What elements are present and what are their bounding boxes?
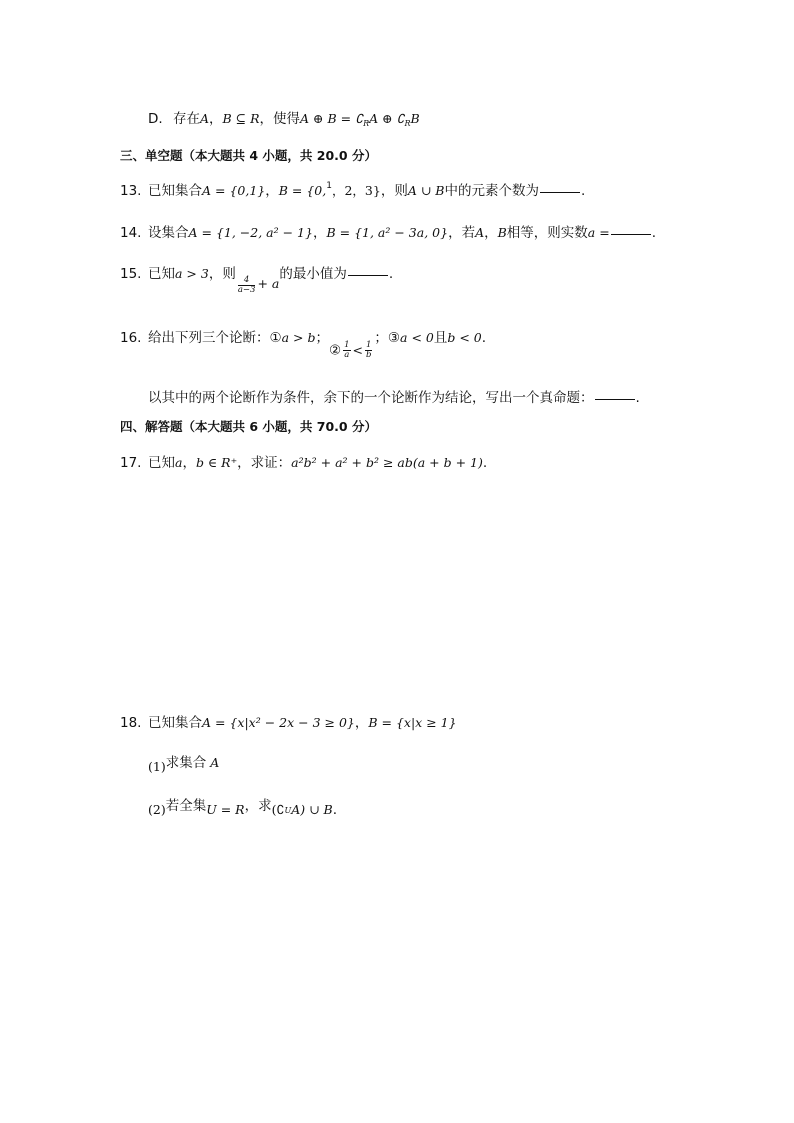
question-18-part-2: (2)若全集U = R，求$(∁_UA)$ ∪ B. xyxy=(148,798,337,818)
answer-blank xyxy=(348,274,388,276)
option-d: D. 存在A，B ⊆ R，使得A ⊕ $B = ∁_RA$ ⊕ $∁_RB$ xyxy=(148,111,420,128)
question-18: 18. 已知集合A = {x|x² − 2x − 3 ≥ 0}，B = {x|x ≥ 1} xyxy=(120,715,457,731)
question-18-part-1: (1)求集合 A xyxy=(148,755,220,774)
option-label: D. xyxy=(148,111,163,127)
question-17: 17. 已知a，b ∈ R⁺，求证：a²b² + a² + b² ≥ ab(a + b + 1). xyxy=(120,455,488,471)
question-15: 15. 已知a > 3，则 $\frac{4}{a-3}$ + a的最小值为 . xyxy=(120,266,394,295)
fraction: $\frac{1}{a}$ xyxy=(344,339,350,360)
question-number: 14. xyxy=(120,225,142,241)
question-number: 16. xyxy=(120,330,142,346)
section-heading-4: 四、解答题（本大题共 6 小题，共 70.0 分） xyxy=(120,419,377,434)
answer-blank xyxy=(540,191,580,193)
question-14: 14. 设集合A = {1, −2, a² − 1}，B = {1, a² − 3a, 0}，若A，B相等，则实数a = . xyxy=(120,225,656,241)
answer-blank xyxy=(595,398,635,400)
question-number: 17. xyxy=(120,455,142,471)
question-16-continued: 以其中的两个论断作为条件，余下的一个论断作为结论，写出一个真命题： . xyxy=(148,390,640,406)
condition-2: ② $\frac{1}{a}$ < $\frac{1}{b}$ xyxy=(328,339,372,360)
question-16: 16. 给出下列三个论断：①a > b；② $\frac{1}{a}$ < $\frac{1}{b}$ ；③a < 0且b < 0. xyxy=(120,330,487,360)
fraction: $\frac{1}{b}$ xyxy=(365,339,372,360)
question-number: 13. xyxy=(120,183,142,199)
question-number: 15. xyxy=(120,266,142,282)
fraction: $\frac{4}{a-3}$ xyxy=(237,275,256,295)
question-number: 18. xyxy=(120,715,142,731)
answer-blank xyxy=(611,233,651,235)
section-heading-3: 三、单空题（本大题共 4 小题，共 20.0 分） xyxy=(120,148,377,163)
question-13: 13. 已知集合A = {0,1}，B = {0,$^1$，2，3}，则A ∪ B中的元素个数为 . xyxy=(120,181,586,199)
